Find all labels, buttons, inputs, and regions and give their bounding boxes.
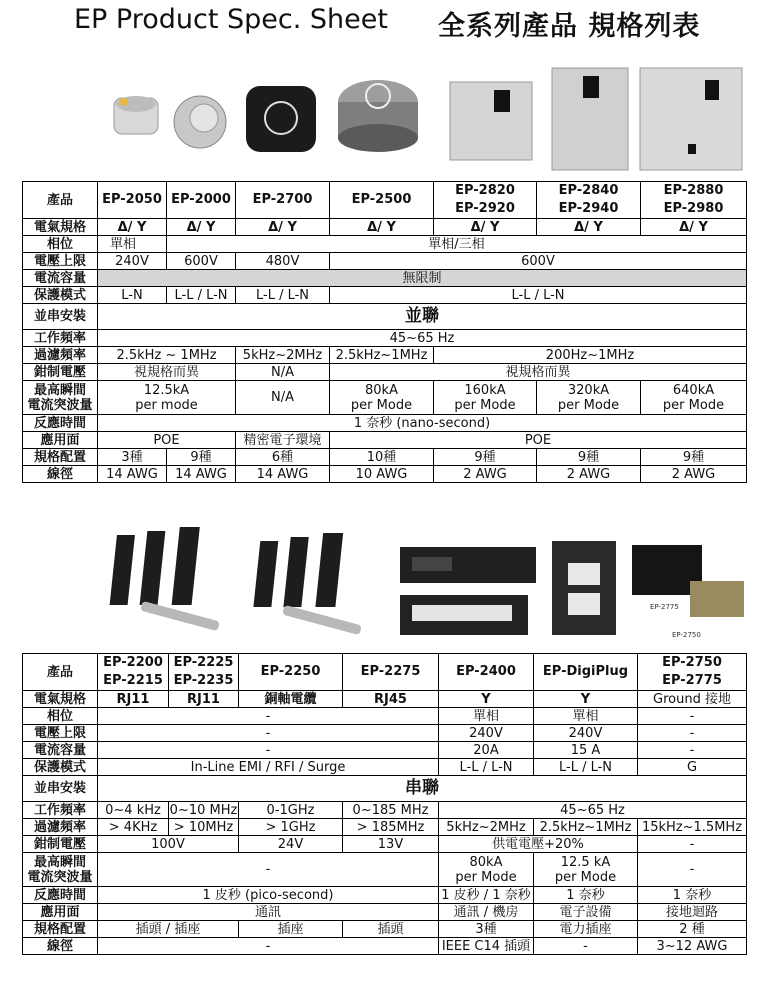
row-label-cell bbox=[23, 381, 98, 415]
spec-cell: 並聯 bbox=[98, 304, 747, 330]
spec-cell: 10種 bbox=[330, 449, 434, 466]
spec-cell: N/A bbox=[236, 381, 330, 415]
spec-cell: 24V bbox=[239, 836, 343, 853]
cell-line: 12.5 kA bbox=[560, 854, 611, 870]
spec-cell: 插頭 / 插座 bbox=[98, 921, 239, 938]
t1-row-mode bbox=[23, 287, 747, 304]
t1-row-surge bbox=[23, 381, 747, 415]
spec-table-1 bbox=[22, 181, 747, 483]
spec-cell bbox=[641, 182, 747, 219]
spec-cell: 2 種 bbox=[638, 921, 747, 938]
spec-cell: 3種 bbox=[439, 921, 534, 938]
t1-row-elec bbox=[23, 219, 747, 236]
row-label-cell: 相位 bbox=[23, 236, 98, 253]
spec-cell: RJ45 bbox=[343, 691, 439, 708]
spec-cell: 電力插座 bbox=[534, 921, 638, 938]
spec-cell: - bbox=[638, 742, 747, 759]
spec-cell: Δ/ Y bbox=[434, 219, 537, 236]
spec-cell: EP-2700 bbox=[236, 182, 330, 219]
cell-line: per Mode bbox=[554, 869, 617, 885]
ep-2500-photo bbox=[338, 80, 418, 152]
spec-cell bbox=[641, 381, 747, 415]
ep-2700-photo bbox=[246, 86, 316, 152]
spec-cell bbox=[439, 853, 534, 887]
title-zh: 全系列產品 規格列表 bbox=[438, 11, 701, 42]
spec-cell: 2 AWG bbox=[641, 466, 747, 483]
ep-2750-photo bbox=[632, 545, 744, 639]
spec-cell: EP-2050 bbox=[98, 182, 167, 219]
t1-header-label: 產品 bbox=[23, 182, 98, 219]
spec-cell: 2 AWG bbox=[537, 466, 641, 483]
cell-line: per Mode bbox=[557, 397, 620, 413]
cell-line: EP-2880 bbox=[663, 183, 724, 198]
spec-cell: - bbox=[534, 938, 638, 955]
spec-cell: 9種 bbox=[641, 449, 747, 466]
spec-cell: Ground 接地 bbox=[638, 691, 747, 708]
spec-cell: EP-2000 bbox=[167, 182, 236, 219]
spec-cell: 45~65 Hz bbox=[98, 330, 747, 347]
spec-cell: > 10MHz bbox=[169, 819, 239, 836]
row-label-cell: 電流容量 bbox=[23, 742, 98, 759]
spec-cell: 600V bbox=[330, 253, 747, 270]
cell-line: EP-2235 bbox=[173, 673, 234, 688]
spec-cell: 3種 bbox=[98, 449, 167, 466]
spec-cell: 240V bbox=[439, 725, 534, 742]
row-label-cell: 電流容量 bbox=[23, 270, 98, 287]
spec-cell: - bbox=[638, 708, 747, 725]
cell-line: 最高瞬間 bbox=[33, 854, 86, 870]
t1-row-application bbox=[23, 432, 747, 449]
product-photos-bottom bbox=[0, 525, 766, 647]
t2-row-surge bbox=[23, 853, 747, 887]
cell-line: per mode bbox=[135, 397, 198, 413]
row-label-cell: 電壓上限 bbox=[23, 725, 98, 742]
product-photos-top bbox=[0, 60, 766, 178]
spec-cell: EP-2400 bbox=[439, 654, 534, 691]
row-label-cell: 工作頻率 bbox=[23, 330, 98, 347]
spec-cell: 0~185 MHz bbox=[343, 802, 439, 819]
spec-cell: 銅軸電纜 bbox=[239, 691, 343, 708]
spec-cell: Δ/ Y bbox=[641, 219, 747, 236]
cell-line: per Mode bbox=[350, 397, 413, 413]
spec-cell: 14 AWG bbox=[167, 466, 236, 483]
t2-row-wire bbox=[23, 938, 747, 955]
spec-cell: - bbox=[98, 853, 439, 887]
spec-cell: 單相 bbox=[98, 236, 167, 253]
spec-cell: 6種 bbox=[236, 449, 330, 466]
spec-cell: 600V bbox=[167, 253, 236, 270]
spec-cell bbox=[434, 381, 537, 415]
t2-header-row bbox=[23, 654, 747, 691]
ep-2880-photo bbox=[640, 68, 742, 170]
t2-row-voltage bbox=[23, 725, 747, 742]
spec-cell: 電子設備 bbox=[534, 904, 638, 921]
row-label-cell: 相位 bbox=[23, 708, 98, 725]
cell-line: EP-2200 bbox=[103, 655, 163, 670]
spec-cell: EP-2500 bbox=[330, 182, 434, 219]
t2-row-current bbox=[23, 742, 747, 759]
t1-row-filter bbox=[23, 347, 747, 364]
cell-line: 320kA bbox=[567, 382, 610, 398]
spec-cell: 15kHz~1.5MHz bbox=[638, 819, 747, 836]
spec-cell: 插座 bbox=[239, 921, 343, 938]
cell-line: per Mode bbox=[455, 869, 517, 885]
spec-cell: Δ/ Y bbox=[98, 219, 167, 236]
spec-cell: L-L / L-N bbox=[167, 287, 236, 304]
spec-cell: L-L / L-N bbox=[330, 287, 747, 304]
spec-cell: 3~12 AWG bbox=[638, 938, 747, 955]
spec-cell: Δ/ Y bbox=[167, 219, 236, 236]
spec-cell: - bbox=[98, 742, 439, 759]
cell-line: EP-2820 bbox=[455, 183, 515, 198]
row-label-cell: 鉗制電壓 bbox=[23, 364, 98, 381]
row-label-cell: 線徑 bbox=[23, 466, 98, 483]
t2-row-application bbox=[23, 904, 747, 921]
spec-cell: 串聯 bbox=[98, 776, 747, 802]
t2-row-mode bbox=[23, 759, 747, 776]
spec-cell: 精密電子環境 bbox=[236, 432, 330, 449]
spec-cell: > 1GHz bbox=[239, 819, 343, 836]
t2-row-config bbox=[23, 921, 747, 938]
spec-cell: In-Line EMI / RFI / Surge bbox=[98, 759, 439, 776]
cell-line: 電流突波量 bbox=[27, 397, 93, 413]
spec-cell: 0~10 MHz bbox=[169, 802, 238, 818]
spec-cell: 視規格而異 bbox=[330, 364, 747, 381]
spec-cell: IEEE C14 插頭 bbox=[439, 938, 534, 955]
spec-cell: 13V bbox=[343, 836, 439, 853]
spec-cell: 45~65 Hz bbox=[439, 802, 747, 819]
row-label-cell: 規格配置 bbox=[23, 921, 98, 938]
row-label-cell: 保護模式 bbox=[23, 759, 98, 776]
spec-cell bbox=[434, 182, 537, 219]
ep-2200-photo bbox=[110, 527, 220, 631]
spec-cell bbox=[638, 654, 747, 691]
row-label-cell: 過濾頻率 bbox=[23, 347, 98, 364]
spec-cell: EP-2250 bbox=[239, 654, 343, 691]
spec-cell: 2.5kHz~1MHz bbox=[330, 347, 434, 364]
ep-2750-caption: EP-2750 bbox=[672, 631, 701, 639]
row-label-cell: 電氣規格 bbox=[23, 691, 98, 708]
spec-cell: 視規格而異 bbox=[98, 364, 236, 381]
page-title bbox=[0, 2, 766, 42]
spec-cell: 240V bbox=[98, 253, 167, 270]
spec-cell: L-L / L-N bbox=[236, 287, 330, 304]
cell-line: EP-2980 bbox=[663, 201, 724, 216]
t2-row-filter bbox=[23, 819, 747, 836]
spec-cell: N/A bbox=[236, 364, 330, 381]
spec-cell: L-L / L-N bbox=[439, 759, 534, 776]
row-label-cell: 電氣規格 bbox=[23, 219, 98, 236]
spec-cell: 無限制 bbox=[98, 270, 747, 287]
t1-row-current bbox=[23, 270, 747, 287]
spec-cell: 插頭 bbox=[343, 921, 439, 938]
spec-cell: - bbox=[98, 708, 439, 725]
ep-2000-photo bbox=[174, 96, 226, 148]
row-label-cell: 反應時間 bbox=[23, 415, 98, 432]
row-label-cell: 電壓上限 bbox=[23, 253, 98, 270]
t1-row-install bbox=[23, 304, 747, 330]
spec-cell: RJ11 bbox=[169, 691, 239, 708]
cell-line: per Mode bbox=[454, 397, 516, 413]
spec-cell: L-L / L-N bbox=[534, 759, 638, 776]
spec-cell: 9種 bbox=[167, 449, 236, 466]
spec-cell: 9種 bbox=[434, 449, 537, 466]
spec-cell: 單相 bbox=[439, 708, 534, 725]
spec-cell: RJ11 bbox=[98, 691, 169, 708]
ep-2400-photo bbox=[400, 547, 536, 635]
spec-cell: POE bbox=[98, 432, 236, 449]
spec-cell: 1 奈秒 (nano-second) bbox=[98, 415, 747, 432]
spec-cell: 10 AWG bbox=[330, 466, 434, 483]
spec-cell: 供電電壓+20% bbox=[439, 836, 638, 853]
row-label-cell: 保護模式 bbox=[23, 287, 98, 304]
spec-cell: Y bbox=[534, 691, 638, 708]
spec-cell: - bbox=[638, 836, 747, 853]
row-label-cell: 反應時間 bbox=[23, 887, 98, 904]
spec-cell bbox=[330, 381, 434, 415]
t1-row-voltage bbox=[23, 253, 747, 270]
cell-line: EP-2775 bbox=[662, 673, 722, 688]
row-label-cell: 工作頻率 bbox=[23, 802, 98, 819]
spec-cell: EP-DigiPlug bbox=[534, 654, 638, 691]
spec-cell: - bbox=[638, 853, 747, 887]
spec-cell bbox=[98, 654, 169, 691]
cell-line: EP-2940 bbox=[558, 201, 619, 216]
spec-cell: EP-2275 bbox=[343, 654, 439, 691]
row-label-cell: 鉗制電壓 bbox=[23, 836, 98, 853]
spec-cell: 200Hz~1MHz bbox=[434, 347, 747, 364]
t1-row-phase bbox=[23, 236, 747, 253]
row-label-cell: 線徑 bbox=[23, 938, 98, 955]
spec-cell: 15 A bbox=[534, 742, 638, 759]
cell-line: 最高瞬間 bbox=[33, 382, 86, 398]
spec-cell: 0~4 kHz bbox=[98, 802, 169, 819]
ep-2820-photo bbox=[450, 82, 532, 160]
row-label-cell: 並串安裝 bbox=[23, 304, 98, 330]
spec-table-2 bbox=[22, 653, 747, 955]
spec-cell: Δ/ Y bbox=[537, 219, 641, 236]
cell-line: 80kA bbox=[469, 854, 503, 870]
spec-cell: POE bbox=[330, 432, 747, 449]
row-label-cell: 應用面 bbox=[23, 432, 98, 449]
spec-cell: 2.5kHz ~ 1MHz bbox=[98, 347, 236, 364]
t1-header-row bbox=[23, 182, 747, 219]
row-label-cell: 應用面 bbox=[23, 904, 98, 921]
spec-cell bbox=[537, 182, 641, 219]
spec-cell: 單相 bbox=[534, 708, 638, 725]
cell-line: EP-2840 bbox=[558, 183, 619, 198]
spec-cell: - bbox=[98, 938, 439, 955]
spec-cell: 接地迴路 bbox=[638, 904, 747, 921]
spec-cell: 100V bbox=[98, 836, 239, 853]
spec-cell: 2 AWG bbox=[434, 466, 537, 483]
spec-cell: 5kHz~2MHz bbox=[236, 347, 330, 364]
spec-cell bbox=[169, 654, 239, 691]
spec-cell: 5kHz~2MHz bbox=[439, 819, 534, 836]
ep-2225-photo bbox=[253, 533, 362, 635]
t2-row-elec bbox=[23, 691, 747, 708]
t2-header-label: 產品 bbox=[23, 654, 98, 691]
t2-row-response bbox=[23, 887, 747, 904]
row-label-cell: 過濾頻率 bbox=[23, 819, 98, 836]
spec-cell: L-N bbox=[98, 287, 167, 304]
spec-cell: > 185MHz bbox=[343, 819, 439, 836]
row-label-cell bbox=[23, 853, 98, 887]
cell-line: EP-2215 bbox=[103, 673, 163, 688]
spec-cell: Δ/ Y bbox=[330, 219, 434, 236]
row-label-cell: 規格配置 bbox=[23, 449, 98, 466]
spec-cell: 480V bbox=[236, 253, 330, 270]
spec-cell: 14 AWG bbox=[98, 466, 167, 483]
row-label-cell: 並串安裝 bbox=[23, 776, 98, 802]
t1-row-wire bbox=[23, 466, 747, 483]
spec-cell: Y bbox=[439, 691, 534, 708]
cell-line: EP-2225 bbox=[173, 655, 234, 670]
title-en: EP Product Spec. Sheet bbox=[74, 4, 388, 35]
cell-line: per Mode bbox=[662, 397, 725, 413]
spec-cell bbox=[537, 381, 641, 415]
spec-cell: 0-1GHz bbox=[239, 802, 343, 819]
ep-2840-photo bbox=[552, 68, 628, 170]
spec-cell: 通訊 bbox=[98, 904, 439, 921]
cell-line: EP-2920 bbox=[455, 201, 515, 216]
cell-line: EP-2750 bbox=[662, 655, 722, 670]
spec-cell: 14 AWG bbox=[236, 466, 330, 483]
spec-cell: 單相/三相 bbox=[167, 236, 747, 253]
t1-row-config bbox=[23, 449, 747, 466]
spec-cell: 2.5kHz~1MHz bbox=[534, 819, 638, 836]
spec-cell: 240V bbox=[534, 725, 638, 742]
spec-cell: 20A bbox=[439, 742, 534, 759]
t1-row-clamp bbox=[23, 364, 747, 381]
cell-line: 640kA bbox=[672, 382, 715, 398]
spec-cell bbox=[534, 853, 638, 887]
cell-line: 80kA bbox=[365, 382, 398, 398]
spec-cell: - bbox=[638, 725, 747, 742]
cell-line: 電流突波量 bbox=[27, 869, 93, 885]
t1-row-response bbox=[23, 415, 747, 432]
spec-cell: 通訊 / 機房 bbox=[439, 904, 534, 921]
spec-cell: G bbox=[638, 759, 747, 776]
ep-digiplug-photo bbox=[552, 541, 616, 635]
cell-line: 12.5kA bbox=[143, 382, 190, 398]
t2-row-freq bbox=[23, 802, 747, 819]
spec-cell: Δ/ Y bbox=[236, 219, 330, 236]
spec-cell: - bbox=[98, 725, 439, 742]
t2-row-install bbox=[23, 776, 747, 802]
ep-2050-photo bbox=[114, 96, 158, 134]
t2-row-clamp bbox=[23, 836, 747, 853]
spec-cell: 1 奈秒 bbox=[638, 887, 747, 904]
t1-row-freq bbox=[23, 330, 747, 347]
spec-cell: 1 皮秒 / 1 奈秒 bbox=[439, 887, 534, 904]
spec-cell: 1 皮秒 (pico-second) bbox=[98, 887, 439, 904]
cell-line: 160kA bbox=[464, 382, 506, 398]
spec-cell bbox=[98, 381, 236, 415]
spec-cell: > 4KHz bbox=[98, 819, 169, 836]
ep-2775-caption: EP-2775 bbox=[650, 603, 679, 611]
spec-cell: 9種 bbox=[537, 449, 641, 466]
t2-row-phase bbox=[23, 708, 747, 725]
spec-cell: 1 奈秒 bbox=[534, 887, 638, 904]
